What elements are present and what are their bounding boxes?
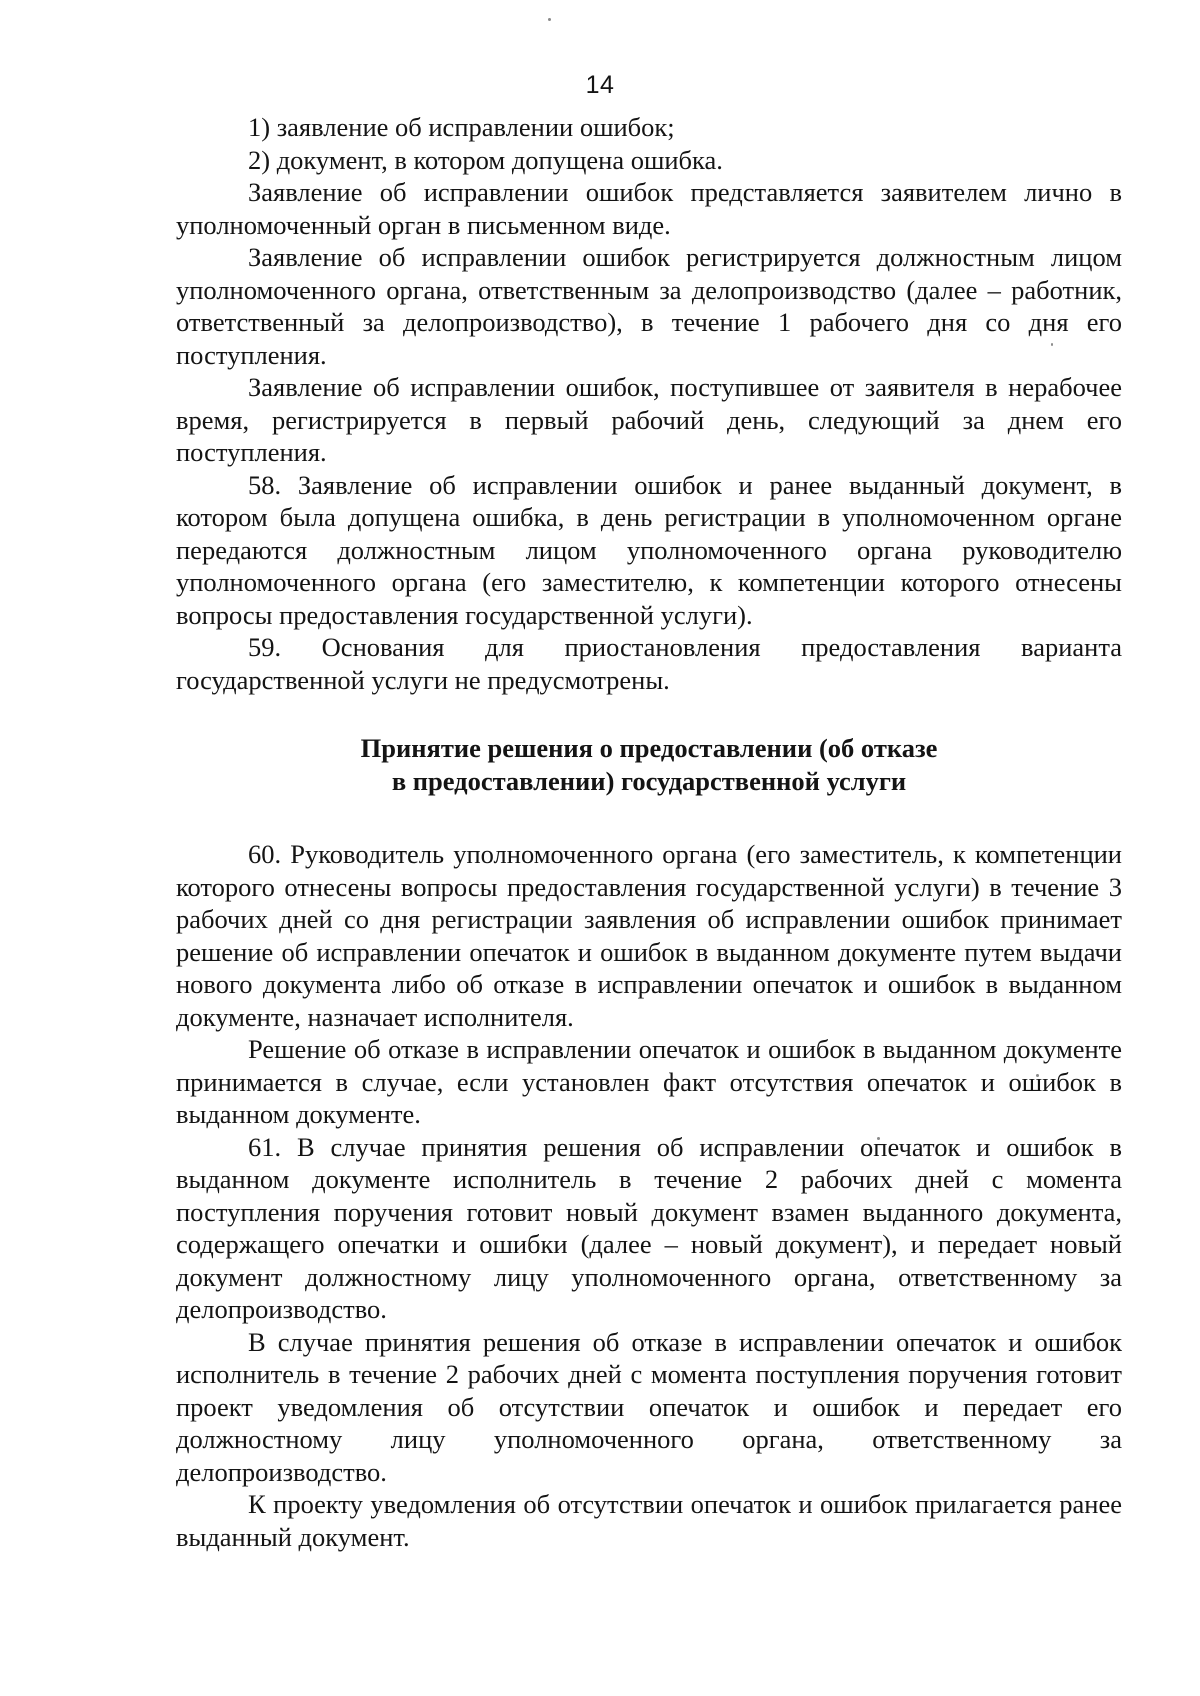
paragraph-58: 58. Заявление об исправлении ошибок и ранее выданный документ, в котором была допущена ошибка, в день регистрации в уполномоченном органе передаются должностным лицом уполномоченного органа руководителю уполномоченного органа (его заместителю, к компетенции которого отнесены вопросы предоставления государственной услуги). xyxy=(176,469,1122,630)
section-heading-line: в предоставлении) государственной услуги xyxy=(391,765,907,796)
scan-speck xyxy=(548,18,551,21)
paragraph-59: 59. Основания для приостановления предоставления варианта государственной услуги не предусмотрены. xyxy=(176,632,1122,695)
section-heading xyxy=(176,732,1122,797)
paragraph: Заявление об исправлении ошибок регистрируется должностным лицом уполномоченного органа, ответственным за делопроизводство (далее – работник, ответственный за делопроизводство), в течение 1 рабочего дня со дня его поступления. xyxy=(176,242,1122,370)
page-number: 14 xyxy=(585,71,615,99)
paragraph: К проекту уведомления об отсутствии опечаток и ошибок прилагается ранее выданный документ. xyxy=(176,1489,1122,1552)
paragraph: Заявление об исправлении ошибок, поступившее от заявителя в нерабочее время, регистрируется в первый рабочий день, следующий за днем его поступления. xyxy=(176,372,1122,467)
paragraph: В случае принятия решения об отказе в исправлении опечаток и ошибок исполнитель в течение 2 рабочих дней с момента поступления поручения готовит проект уведомления об отсутствии опечаток и ошибок и передает его должностному лицу уполномоченного органа, ответственному за делопроизводство. xyxy=(176,1326,1122,1487)
paragraph-60: 60. Руководитель уполномоченного органа (его заместитель, к компетенции которого отнесены вопросы предоставления государственной услуги) в течение 3 рабочих дней со дня регистрации заявления об исправлении ошибок принимает решение об исправлении опечаток и ошибок в выданном документе путем выдачи нового документа либо об отказе в исправлении опечаток и ошибок в выданном документе, назначает исполнителя. xyxy=(176,839,1122,1032)
paragraph: Решение об отказе в исправлении опечаток и ошибок в выданном документе принимается в случае, если установлен факт отсутствия опечаток и ошибок в выданном документе. xyxy=(176,1034,1122,1129)
section-heading-line: Принятие решения о предоставлении (об отказе xyxy=(360,733,938,763)
document-body xyxy=(176,111,1122,1553)
list-item: 2) документ, в котором допущена ошибка. xyxy=(248,144,723,175)
paragraph-61: 61. В случае принятия решения об исправлении опечаток и ошибок в выданном документе исполнитель в течение 2 рабочих дней с момента поступления поручения готовит новый документ взамен выданного документа, содержащего опечатки и ошибки (далее – новый документ), и передает новый документ должностному лицу уполномоченного органа, ответственному за делопроизводство. xyxy=(176,1131,1122,1324)
paragraph: Заявление об исправлении ошибок представляется заявителем лично в уполномоченный орган в письменном виде. xyxy=(176,177,1122,240)
list-item: 1) заявление об исправлении ошибок; xyxy=(248,112,675,142)
